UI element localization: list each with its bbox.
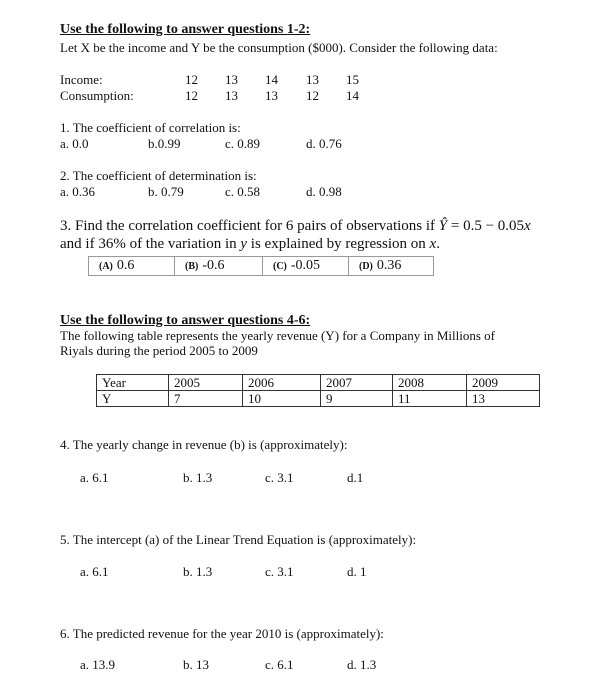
q6-option-b: b. 13 — [183, 657, 209, 672]
section2-intro-line2: Riyals during the period 2005 to 2009 — [60, 343, 258, 358]
q2-option-c: c. 0.58 — [225, 184, 261, 199]
table-cell-value: 9 — [321, 391, 393, 407]
q3-option-a — [89, 257, 175, 275]
table-cell-year: 2008 — [393, 375, 467, 391]
q2-option-b: b. 0.79 — [148, 184, 184, 199]
table-cell-year: 2009 — [467, 375, 540, 391]
q3-option-key: (A) — [99, 260, 113, 272]
consumption-value: 13 — [265, 88, 278, 103]
table-row-year — [97, 375, 540, 391]
q4-option-d: d.1 — [347, 470, 364, 485]
q1-option-c: c. 0.89 — [225, 136, 261, 151]
income-value: 14 — [265, 72, 278, 87]
q3-option-key: (B) — [185, 260, 199, 272]
q6-option-c: c. 6.1 — [265, 657, 294, 672]
q4-option-c: c. 3.1 — [265, 470, 294, 485]
q4-text: 4. The yearly change in revenue (b) is (approximately): — [60, 437, 348, 452]
q3-option-b — [175, 257, 263, 275]
consumption-label: Consumption: — [60, 88, 134, 103]
q5-text: 5. The intercept (a) of the Linear Trend Equation is (approximately): — [60, 532, 417, 547]
income-value: 15 — [346, 72, 359, 87]
q3-line2-x: x — [429, 236, 437, 252]
table-cell-value: 11 — [393, 391, 467, 407]
q3-line1-text: 3. Find the correlation coefficient for 6 pairs of observations if — [60, 218, 436, 234]
section1-heading: Use the following to answer questions 1-2: — [60, 22, 311, 37]
q2-option-a: a. 0.36 — [60, 184, 96, 199]
q3-equation-rest: = 0.5 − 0.05 — [450, 218, 525, 234]
q1-option-b: b.0.99 — [148, 136, 181, 151]
consumption-value: 12 — [306, 88, 319, 103]
table-header-year: Year — [97, 375, 169, 391]
q4-option-a: a. 6.1 — [80, 470, 109, 485]
q3-option-key: (D) — [359, 260, 373, 272]
q3-option-c — [263, 257, 349, 275]
table-cell-year: 2005 — [169, 375, 243, 391]
q5-option-b: b. 1.3 — [183, 564, 213, 579]
q3-option-key: (C) — [273, 260, 287, 272]
section2-heading: Use the following to answer questions 4-6: — [60, 313, 311, 328]
q3-option-value: 0.6 — [116, 258, 135, 273]
q4-option-b: b. 1.3 — [183, 470, 213, 485]
income-label: Income: — [60, 72, 103, 87]
consumption-value: 14 — [346, 88, 359, 103]
consumption-value: 13 — [225, 88, 238, 103]
q3-yhat: Ŷ — [438, 218, 448, 234]
q3-option-d — [349, 257, 433, 275]
q3-option-value: 0.36 — [376, 258, 402, 273]
consumption-value: 12 — [185, 88, 198, 103]
table-cell-value: 10 — [243, 391, 321, 407]
q6-option-a: a. 13.9 — [80, 657, 116, 672]
q1-option-a: a. 0.0 — [60, 136, 89, 151]
q2-text: 2. The coefficient of determination is: — [60, 168, 257, 183]
q3-line2-text-a: and if 36% of the variation in — [60, 236, 237, 252]
income-value: 13 — [306, 72, 319, 87]
q2-option-d: d. 0.98 — [306, 184, 342, 199]
q3-line2-text-b: is explained by regression on — [250, 236, 426, 252]
table-cell-value: 13 — [467, 391, 540, 407]
q5-option-a: a. 6.1 — [80, 564, 109, 579]
q3-eq-x: x — [524, 218, 531, 234]
q1-text: 1. The coefficient of correlation is: — [60, 120, 241, 135]
q5-option-d: d. 1 — [347, 564, 367, 579]
q3-line2-end: . — [436, 236, 440, 252]
section1-intro: Let X be the income and Y be the consumption ($000). Consider the following data: — [60, 40, 498, 55]
q3-options-box — [88, 256, 434, 276]
q6-text: 6. The predicted revenue for the year 2010 is (approximately): — [60, 626, 384, 641]
q3-line2-y: y — [240, 236, 248, 252]
q5-option-c: c. 3.1 — [265, 564, 294, 579]
table-row-y — [97, 391, 540, 407]
table-cell-value: 7 — [169, 391, 243, 407]
q3-option-value: -0.05 — [290, 258, 321, 273]
q6-option-d: d. 1.3 — [347, 657, 377, 672]
q3-line1 — [60, 218, 531, 235]
table-cell-year: 2006 — [243, 375, 321, 391]
revenue-table — [96, 374, 540, 407]
income-value: 13 — [225, 72, 238, 87]
table-cell-year: 2007 — [321, 375, 393, 391]
q3-option-value: -0.6 — [202, 258, 225, 273]
income-value: 12 — [185, 72, 198, 87]
q1-option-d: d. 0.76 — [306, 136, 342, 151]
q3-line2 — [60, 236, 440, 253]
q3-equation — [439, 218, 531, 234]
section2-intro-line1: The following table represents the yearly revenue (Y) for a Company in Millions of — [60, 328, 496, 343]
table-header-y: Y — [97, 391, 169, 407]
